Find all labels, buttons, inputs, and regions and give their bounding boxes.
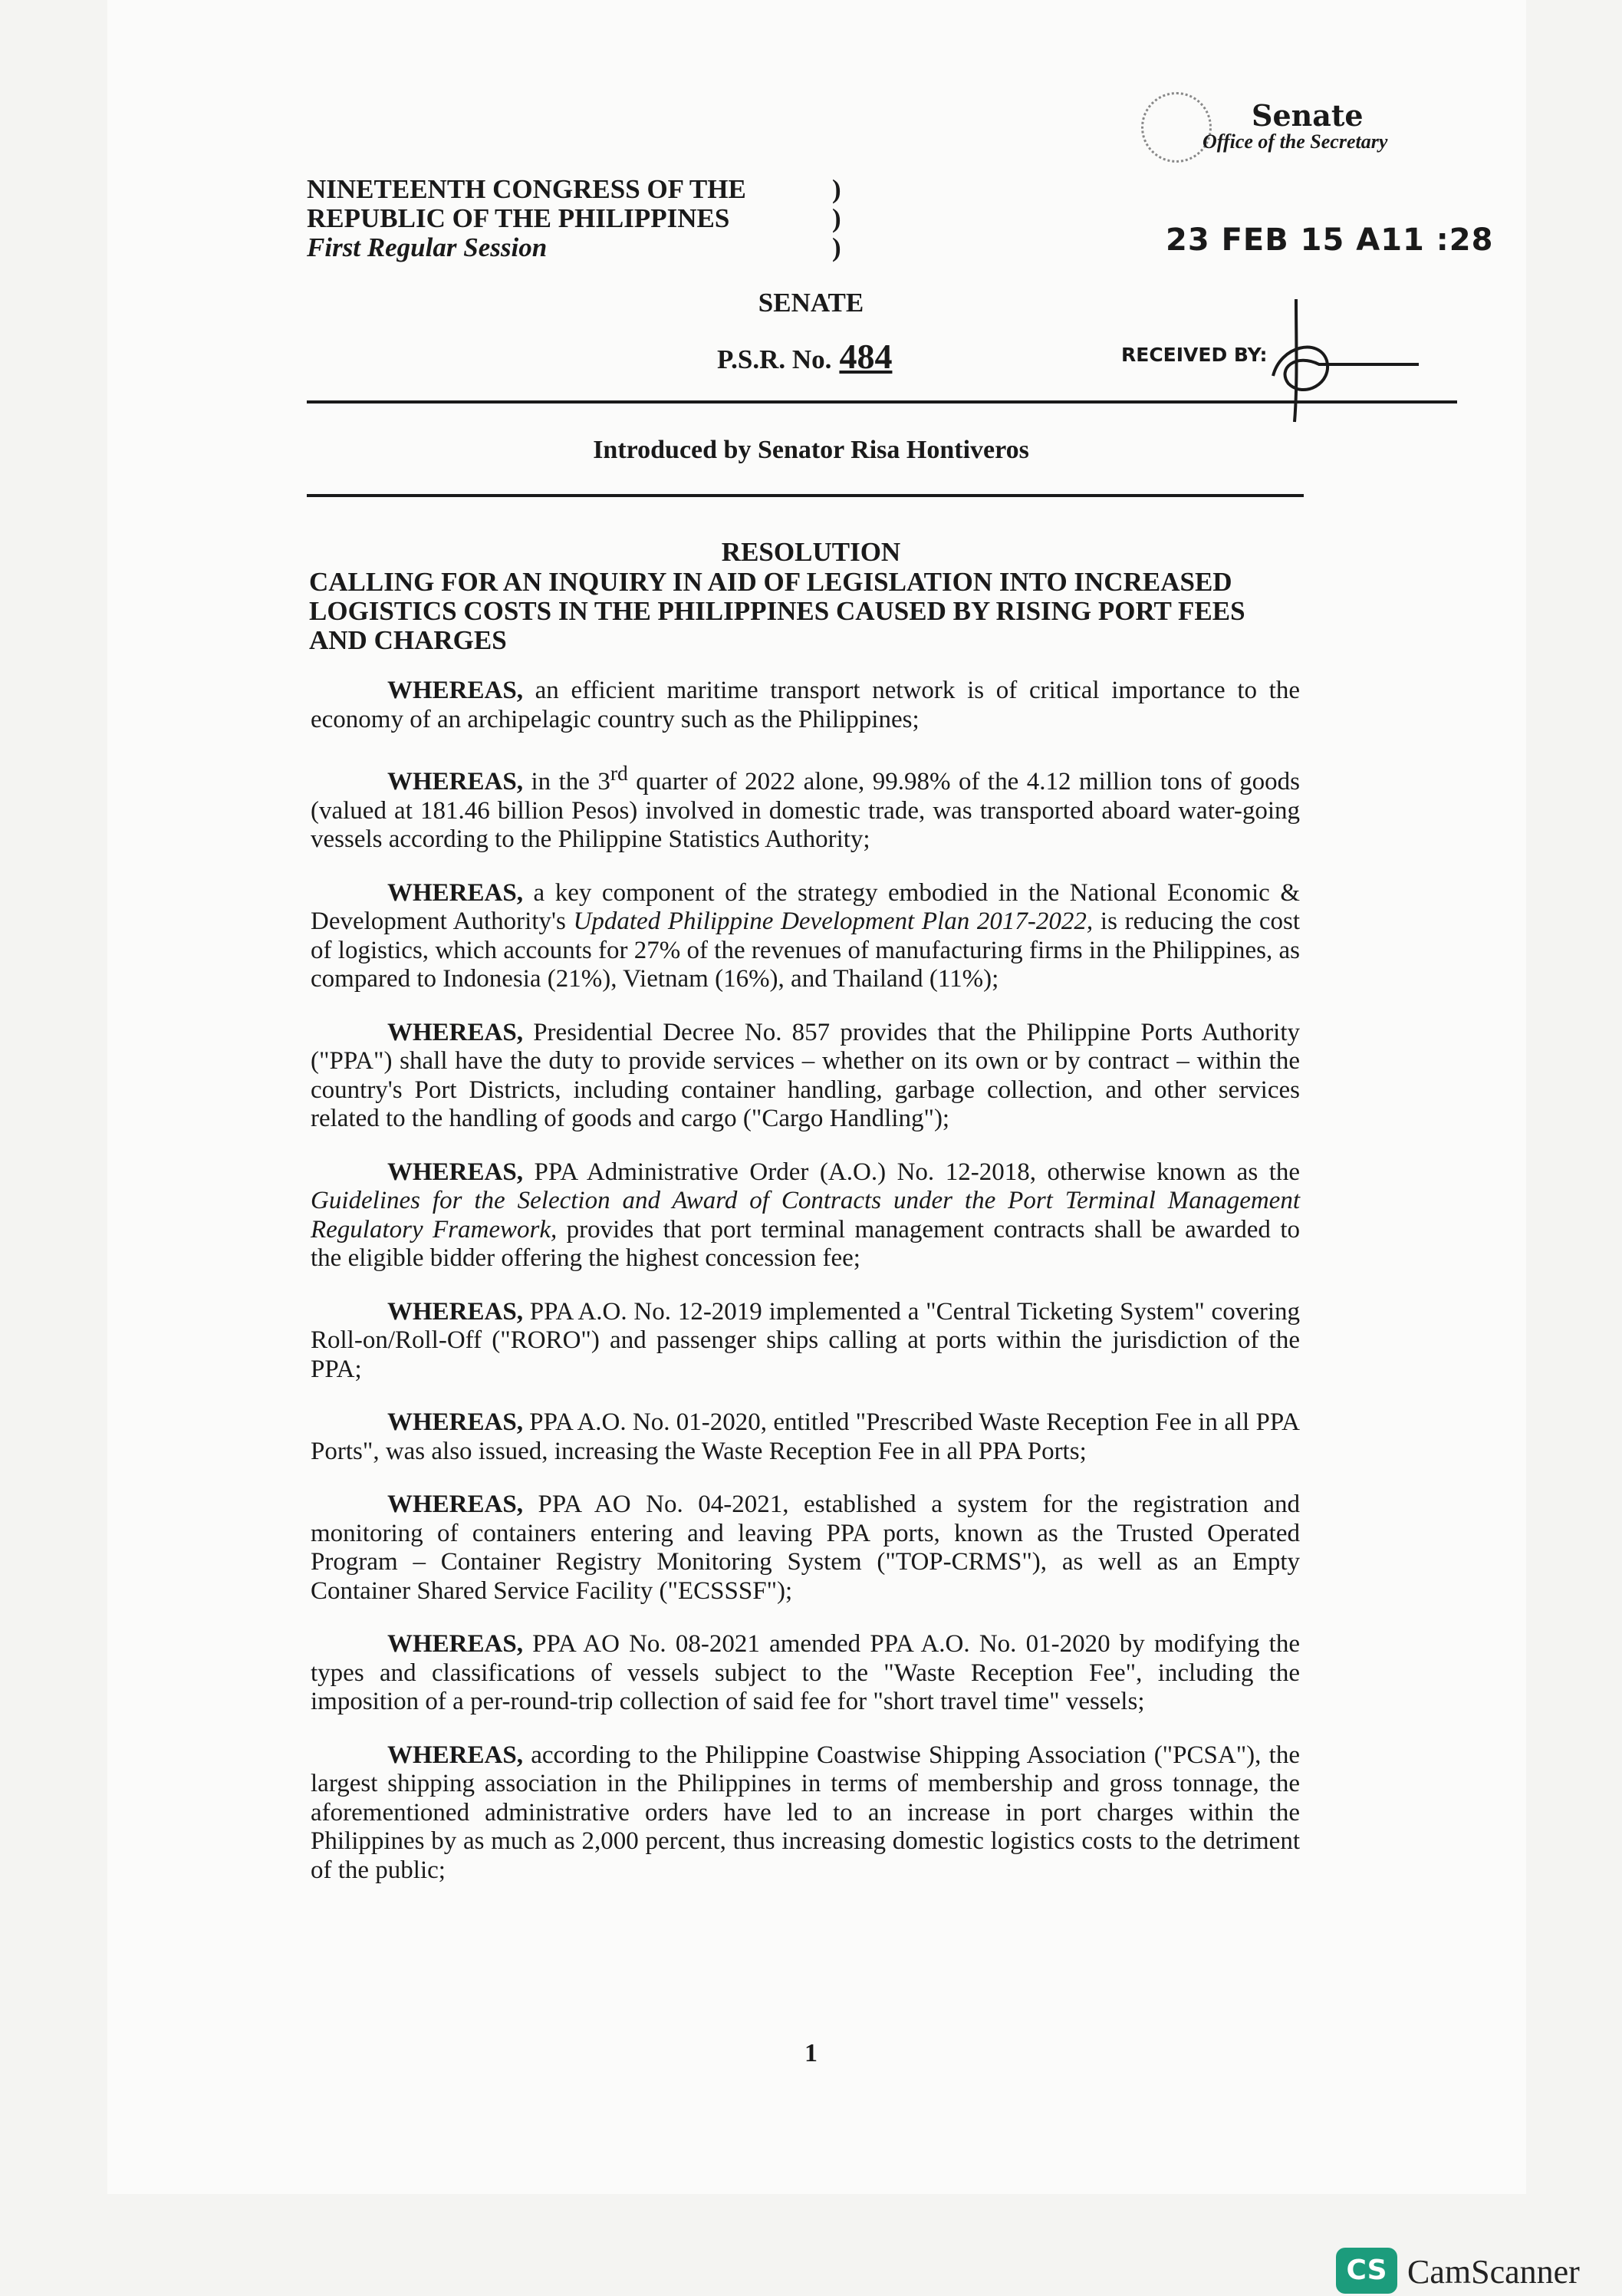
whereas-paragraph: WHEREAS, Presidential Decree No. 857 provides that the Philippine Ports Authority ("PPA") shall have the duty to provide services – whether on its own or by contract – within the country's Port Districts, including container handling, garbage collection, and other services related to the handling of goods and cargo ("Cargo Handling"); bbox=[311, 1018, 1300, 1132]
stamp-date: 23 FEB 15 A11 :28 bbox=[1166, 222, 1494, 258]
camscanner-label: CamScanner bbox=[1407, 2253, 1580, 2291]
resolution-title: CALLING FOR AN INQUIRY IN AID OF LEGISLATION INTO INCREASED LOGISTICS COSTS IN THE PHILIPPINES CAUSED BY RISING PORT FEES AND CHARGES bbox=[309, 567, 1245, 655]
paren-2: ) bbox=[832, 203, 841, 233]
whereas-paragraph: WHEREAS, PPA AO No. 04-2021, established a system for the registration and monitoring of containers entering and leaving PPA ports, known as the Trusted Operated Program – Container Registry Monitoring System ("TOP-CRMS"), as well as an Empty Container Shared Service Facility ("ECSSSF"); bbox=[311, 1491, 1300, 1605]
header-rule bbox=[307, 400, 1457, 404]
psr-number bbox=[717, 336, 892, 377]
congress-header bbox=[307, 175, 746, 262]
header-line-1: NINETEENTH CONGRESS OF THE bbox=[307, 174, 746, 204]
resolution-body bbox=[311, 677, 1300, 1909]
signature-icon bbox=[1242, 292, 1426, 430]
received-by-label: RECEIVED BY: bbox=[1121, 344, 1268, 366]
psr-label: P.S.R. No. bbox=[717, 344, 832, 374]
page-number: 1 bbox=[804, 2039, 818, 2067]
header-parentheses bbox=[832, 175, 841, 262]
header-line-2: REPUBLIC OF THE PHILIPPINES bbox=[307, 203, 730, 233]
whereas-paragraph: WHEREAS, PPA Administrative Order (A.O.) No. 12-2018, otherwise known as the Guidelines for the Selection and Award of Contracts under the Port Terminal Management Regulatory Framework, provides that port terminal management contracts shall be awarded to the eligible bidder offering the highest concession fee; bbox=[311, 1158, 1301, 1272]
paren-3: ) bbox=[832, 232, 841, 262]
stamp-office: Office of the Secretary bbox=[1203, 130, 1388, 153]
whereas-paragraph: WHEREAS, PPA AO No. 08-2021 amended PPA A.O. No. 01-2020 by modifying the types and classifications of vessels subject to the "Waste Reception Fee", including the imposition of a per-round-trip collection of said fee for "short travel time" vessels; bbox=[311, 1630, 1300, 1715]
header-session: First Regular Session bbox=[307, 232, 548, 262]
senate-seal-icon bbox=[1141, 92, 1212, 163]
senate-label: SENATE bbox=[758, 288, 864, 318]
camscanner-logo-icon: CS bbox=[1336, 2248, 1397, 2294]
whereas-paragraph: WHEREAS, in the 3rd quarter of 2022 alone, 99.98% of the 4.12 million tons of goods (valued at 181.46 billion Pesos) involved in domestic trade, was transported aboard water-going vessels according to the Philippine Statistics Authority; bbox=[311, 761, 1301, 853]
stamp-title: Senate bbox=[1252, 98, 1364, 133]
psr-value: 484 bbox=[839, 337, 893, 376]
whereas-paragraph: WHEREAS, an efficient maritime transport network is of critical importance to the economy of an archipelagic country such as the Philippines; bbox=[311, 677, 1300, 733]
whereas-paragraph: WHEREAS, a key component of the strategy embodied in the National Economic & Development Authority's Updated Philippine Development Plan 2017-2022, is reducing the cost of logistics, which accounts for 27% of the revenues of manufacturing firms in the Philippines, as compared to Indonesia (21%), Vietnam (16%), and Thailand (11%); bbox=[311, 878, 1301, 993]
whereas-paragraph: WHEREAS, according to the Philippine Coastwise Shipping Association ("PCSA"), the largest shipping association in the Philippines in terms of membership and gross tonnage, the aforementioned administrative orders have led to an increase in port charges within the Philippines by as much as 2,000 percent, thus increasing domestic logistics costs to the detriment of the public; bbox=[311, 1741, 1300, 1884]
introduced-by: Introduced by Senator Risa Hontiveros bbox=[593, 436, 1029, 464]
intro-rule bbox=[307, 494, 1304, 497]
whereas-paragraph: WHEREAS, PPA A.O. No. 12-2019 implemented a "Central Ticketing System" covering Roll-on/Roll-Off ("RORO") and passenger ships calling at ports within the jurisdiction of the PPA; bbox=[311, 1297, 1301, 1383]
whereas-paragraph: WHEREAS, PPA A.O. No. 01-2020, entitled "Prescribed Waste Reception Fee in all PPA Ports", was also issued, increasing the Waste Reception Fee in all PPA Ports; bbox=[311, 1408, 1300, 1465]
resolution-label: RESOLUTION bbox=[721, 537, 901, 567]
paren-1: ) bbox=[832, 174, 841, 204]
